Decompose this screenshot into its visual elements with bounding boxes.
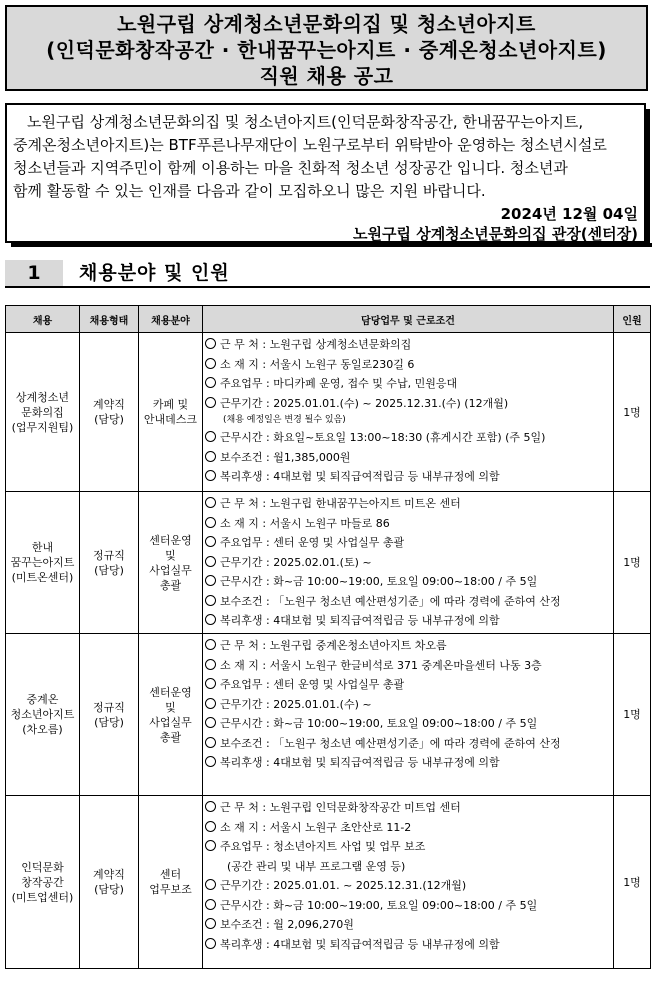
detail-text: 소 재 지 : 서울시 노원구 동일로230길 6 <box>220 357 415 371</box>
type-cell-line: (담당) <box>94 413 124 426</box>
type-cell-line: 계약직 <box>93 398 125 411</box>
title-line-3: 직원 채용 공고 <box>259 64 394 88</box>
detail-line <box>205 753 613 773</box>
circle-bullet-icon <box>205 377 216 388</box>
detail-text: 소 재 지 : 서울시 노원구 초안산로 11-2 <box>220 820 412 834</box>
circle-bullet-icon <box>205 698 216 709</box>
circle-bullet-icon <box>205 899 216 910</box>
title-line-1: 노원구립 상계청소년문화의집 및 청소년아지트 <box>117 12 536 36</box>
detail-text: 근무기간 : 2025.01.01. ~ 2025.12.31.(12개월) <box>220 879 467 892</box>
circle-bullet-icon <box>205 397 216 408</box>
circle-bullet-icon <box>205 517 216 528</box>
table-row <box>6 333 651 492</box>
title-box <box>5 5 648 91</box>
place-cell-line: (미트온센터) <box>11 571 74 584</box>
circle-bullet-icon <box>205 840 216 851</box>
circle-bullet-icon <box>205 678 216 689</box>
header-cell: 채용분야 <box>139 306 203 333</box>
detail-line <box>205 935 613 955</box>
circle-bullet-icon <box>205 717 216 728</box>
detail-line <box>205 611 613 631</box>
detail-text: 근 무 처 : 노원구립 중계온청소년아지트 차오름 <box>220 639 447 652</box>
place-cell <box>6 634 80 796</box>
circle-bullet-icon <box>205 575 216 586</box>
detail-line <box>205 714 613 734</box>
field-cell-line: 및 <box>165 700 176 714</box>
place-cell-line: 상계청소년 <box>15 390 70 404</box>
detail-text: 근무기간 : 2025.01.01.(수) ~ <box>220 697 372 711</box>
field-cell-line: 사업실무 <box>149 563 192 577</box>
place-cell-line: 꿈꾸는아지트 <box>10 556 75 569</box>
field-cell-line: 센터운영 <box>149 533 192 547</box>
field-cell-line: 센터 <box>159 868 182 881</box>
detail-line <box>205 896 613 916</box>
detail-line <box>205 675 613 695</box>
count-cell: 1명 <box>614 796 651 969</box>
detail-line <box>205 636 613 656</box>
header-cell: 담당업무 및 근로조건 <box>203 306 614 333</box>
circle-bullet-icon <box>205 614 216 625</box>
section-number: 1 <box>5 260 63 286</box>
recruitment-table <box>5 305 651 969</box>
field-cell <box>139 492 203 634</box>
circle-bullet-icon <box>205 737 216 748</box>
intro-date: 2024년 12월 04일 <box>500 205 638 223</box>
detail-line <box>205 494 613 514</box>
field-cell-line: 카페 및 <box>152 398 189 411</box>
count-cell: 1명 <box>614 634 651 796</box>
detail-line <box>205 837 613 857</box>
detail-text: 복리후생 : 4대보험 및 퇴직급여적립금 등 내부규정에 의함 <box>220 937 500 951</box>
count-cell: 1명 <box>614 333 651 492</box>
circle-bullet-icon <box>205 470 216 481</box>
count-cell: 1명 <box>614 492 651 634</box>
detail-text: 근무시간 : 화요일~토요일 13:00~18:30 (휴게시간 포함) (주 5일) <box>220 431 546 444</box>
detail-line <box>205 656 613 676</box>
place-cell-line: (미트업센터) <box>11 890 74 904</box>
field-cell-line: 센터운영 <box>149 685 192 699</box>
intro-line-2: 중계온청소년아지트)는 BTF푸른나무재단이 노원구로부터 위탁받아 운영하는 청소년시설로 <box>13 136 607 154</box>
table-body <box>6 333 651 969</box>
detail-line <box>205 355 613 375</box>
intro-box <box>5 103 646 243</box>
detail-text: 보수조건 : 월 2,096,270원 <box>220 918 354 931</box>
detail-text: 근무시간 : 화~금 10:00~19:00, 토요일 09:00~18:00 / 주 5일 <box>220 575 538 588</box>
detail-text: 소 재 지 : 서울시 노원구 마들로 86 <box>220 516 390 530</box>
detail-text: 주요업무 : 마디카페 운영, 접수 및 수납, 민원응대 <box>220 377 458 390</box>
place-cell <box>6 333 80 492</box>
detail-line <box>205 818 613 838</box>
details-cell <box>203 492 614 634</box>
place-cell-line: 중계온 <box>26 693 59 706</box>
detail-line <box>205 798 613 818</box>
detail-line <box>205 448 613 468</box>
table-row <box>6 492 651 634</box>
field-cell-line: 사업실무 <box>149 715 192 729</box>
detail-text: 주요업무 : 센터 운영 및 사업실무 총괄 <box>220 536 405 549</box>
field-cell <box>139 634 203 796</box>
circle-bullet-icon <box>205 595 216 606</box>
circle-bullet-icon <box>205 879 216 890</box>
table-row <box>6 634 651 796</box>
title-line-2: (인덕문화창작공간 · 한내꿈꾸는아지트 · 중계온청소년아지트) <box>46 38 607 62</box>
detail-line <box>205 876 613 896</box>
circle-bullet-icon <box>205 556 216 567</box>
circle-bullet-icon <box>205 497 216 508</box>
detail-text: 근무기간 : 2025.02.01.(토) ~ <box>220 555 372 569</box>
place-cell-line: 한내 <box>31 541 54 554</box>
circle-bullet-icon <box>205 918 216 929</box>
field-cell <box>139 796 203 969</box>
detail-text: 근 무 처 : 노원구립 한내꿈꾸는아지트 미트온 센터 <box>220 497 461 510</box>
table-header-row <box>6 306 651 333</box>
type-cell-line: (담당) <box>94 563 124 577</box>
type-cell-line: 계약직 <box>93 868 125 881</box>
section-rule <box>5 286 650 288</box>
header-cell: 인원 <box>614 306 651 333</box>
place-cell-line: 청소년아지트 <box>10 708 75 721</box>
detail-text: 근무기간 : 2025.01.01.(수) ~ 2025.12.31.(수) (12개월) <box>220 396 509 410</box>
detail-line <box>205 915 613 935</box>
detail-line <box>205 553 613 573</box>
detail-line <box>205 467 613 487</box>
circle-bullet-icon <box>205 431 216 442</box>
field-cell-line: 및 <box>165 548 176 562</box>
detail-line <box>205 335 613 355</box>
place-cell <box>6 796 80 969</box>
details-cell <box>203 796 614 969</box>
section-title: 채용분야 및 인원 <box>79 262 230 284</box>
detail-text: 근무시간 : 화~금 10:00~19:00, 토요일 09:00~18:00 / 주 5일 <box>220 898 538 912</box>
detail-line <box>205 533 613 553</box>
type-cell <box>80 492 139 634</box>
circle-bullet-icon <box>205 358 216 369</box>
detail-line <box>205 572 613 592</box>
place-cell-line: 창작공간 <box>21 875 64 889</box>
detail-text: 보수조건 : 「노원구 청소년 예산편성기준」에 따라 경력에 준하여 산정 <box>220 736 561 750</box>
intro-text <box>13 111 641 203</box>
detail-line <box>205 857 613 877</box>
place-cell-line: (차오름) <box>22 723 63 736</box>
header-cell: 채용 <box>6 306 80 333</box>
circle-bullet-icon <box>205 938 216 949</box>
detail-text: 복리후생 : 4대보험 및 퇴직급여적립금 등 내부규정에 의함 <box>220 470 500 483</box>
detail-text: 소 재 지 : 서울시 노원구 한글비석로 371 중계온마을센터 나동 3층 <box>220 658 542 672</box>
type-cell <box>80 333 139 492</box>
circle-bullet-icon <box>205 801 216 812</box>
type-cell-line: 정규직 <box>93 548 125 562</box>
detail-line <box>205 394 613 414</box>
circle-bullet-icon <box>205 536 216 547</box>
intro-line-4: 함께 활동할 수 있는 인재를 다음과 같이 모집하오니 많은 지원 바랍니다. <box>13 182 486 200</box>
place-cell-line: (업무지원팀) <box>11 420 74 434</box>
type-cell <box>80 796 139 969</box>
detail-text: 근 무 처 : 노원구립 인덕문화창작공간 미트업 센터 <box>220 801 461 814</box>
field-cell <box>139 333 203 492</box>
circle-bullet-icon <box>205 338 216 349</box>
place-cell-line: 인덕문화 <box>21 860 64 874</box>
detail-line <box>205 514 613 534</box>
type-cell-line: (담당) <box>94 883 124 896</box>
details-cell <box>203 634 614 796</box>
detail-text: 근 무 처 : 노원구립 상계청소년문화의집 <box>220 338 412 351</box>
intro-line-1: 노원구립 상계청소년문화의집 및 청소년아지트(인덕문화창작공간, 한내꿈꾸는아지트, <box>27 113 584 131</box>
circle-bullet-icon <box>205 756 216 767</box>
field-cell-line: 총괄 <box>159 578 182 592</box>
details-cell <box>203 333 614 492</box>
field-cell-line: 총괄 <box>159 730 182 744</box>
detail-text: 복리후생 : 4대보험 및 퇴직급여적립금 등 내부규정에 의함 <box>220 756 500 769</box>
detail-text: 근무시간 : 화~금 10:00~19:00, 토요일 09:00~18:00 / 주 5일 <box>220 717 538 730</box>
circle-bullet-icon <box>205 451 216 462</box>
intro-line-3: 청소년들과 지역주민이 함께 이용하는 마을 친화적 청소년 성장공간 입니다. 청소년과 <box>13 159 568 177</box>
type-cell <box>80 634 139 796</box>
detail-text: 주요업무 : 센터 운영 및 사업실무 총괄 <box>220 678 405 691</box>
table-row <box>6 796 651 969</box>
detail-line <box>205 413 613 428</box>
type-cell-line: (담당) <box>94 715 124 729</box>
detail-text: 복리후생 : 4대보험 및 퇴직급여적립금 등 내부규정에 의함 <box>220 614 500 627</box>
intro-signature: 노원구립 상계청소년문화의집 관장(센터장) <box>353 225 638 243</box>
circle-bullet-icon <box>205 659 216 670</box>
place-cell-line: 문화의집 <box>21 405 64 419</box>
detail-text: 보수조건 : 「노원구 청소년 예산편성기준」에 따라 경력에 준하여 산정 <box>220 594 561 608</box>
detail-line <box>205 374 613 394</box>
type-cell-line: 정규직 <box>93 700 125 714</box>
detail-text: 주요업무 : 청소년아지트 사업 및 업무 보조 <box>220 840 426 853</box>
field-cell-line: 업무보조 <box>149 883 192 896</box>
detail-line <box>205 695 613 715</box>
detail-text: 보수조건 : 월1,385,000원 <box>220 450 351 464</box>
detail-line <box>205 428 613 448</box>
place-cell <box>6 492 80 634</box>
circle-bullet-icon <box>205 821 216 832</box>
detail-text: (공간 관리 및 내부 프로그램 운영 등) <box>227 859 406 873</box>
detail-line <box>205 592 613 612</box>
field-cell-line: 안내데스크 <box>143 413 198 426</box>
detail-line <box>205 734 613 754</box>
section-header <box>5 260 650 286</box>
circle-bullet-icon <box>205 639 216 650</box>
header-cell: 채용형태 <box>80 306 139 333</box>
detail-text: (채용 예정일은 변경 될수 있음) <box>223 415 346 425</box>
